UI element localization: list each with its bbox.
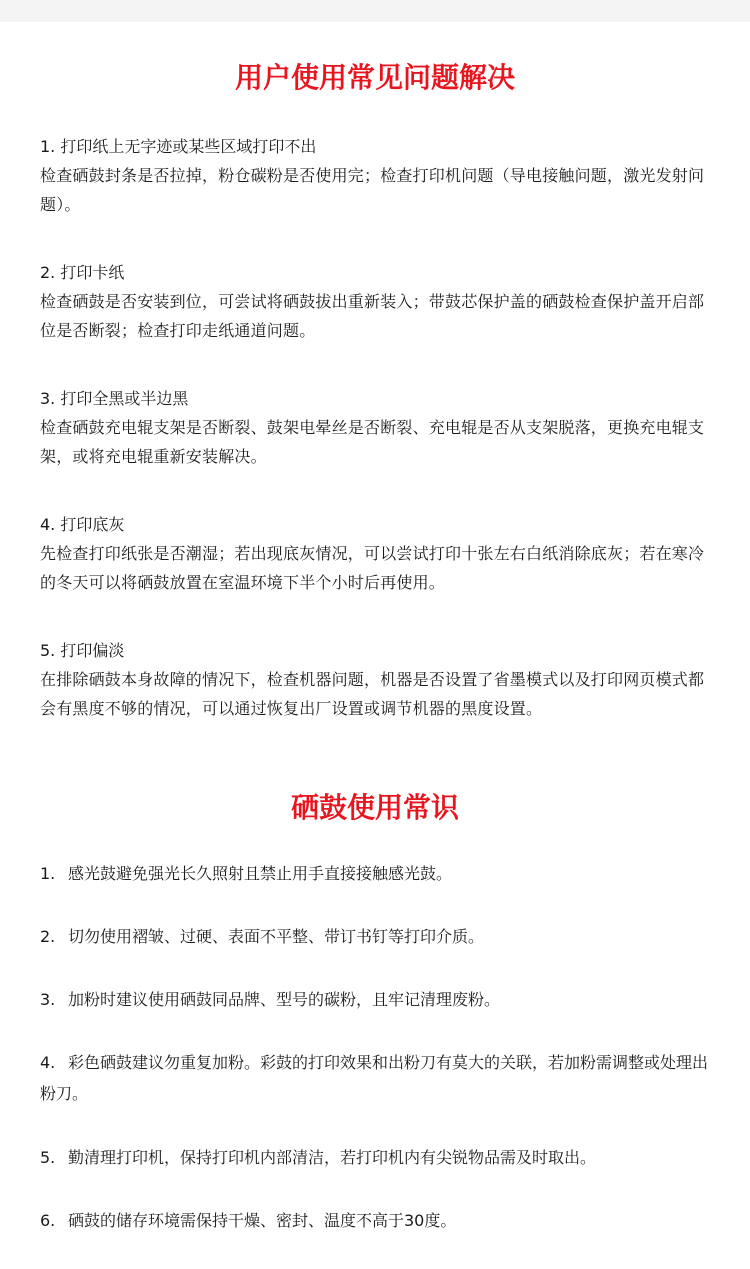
- tip-item-6: [40, 1205, 720, 1236]
- document-page: [0, 22, 750, 1269]
- tip-text: 彩色硒鼓建议勿重复加粉。彩鼓的打印效果和出粉刀有莫大的关联，若加粉需调整或处理出粉刀。: [40, 1053, 709, 1103]
- faq-item-2: [40, 258, 720, 345]
- faq-item-text: 检查硒鼓充电辊支架是否断裂、鼓架电晕丝是否断裂、充电辊是否从支架脱落，更换充电辊支架，或将充电辊重新安装解决。: [40, 418, 705, 466]
- faq-item-5: [40, 636, 720, 723]
- faq-item-4: [40, 510, 720, 597]
- faq-item-text: 在排除硒鼓本身故障的情况下，检查机器问题，机器是否设置了省墨模式以及打印网页模式都会有黑度不够的情况，可以通过恢复出厂设置或调节机器的黑度设置。: [40, 670, 705, 718]
- tip-number: 3.: [40, 990, 56, 1009]
- tip-item-5: [40, 1142, 720, 1173]
- tip-item-4: [40, 1047, 720, 1109]
- tip-text: 硒鼓的储存环境需保持干燥、密封、温度不高于30度。: [68, 1211, 457, 1230]
- faq-item-heading: 5. 打印偏淡: [40, 641, 125, 660]
- tip-item-1: [40, 858, 720, 889]
- tip-text: 加粉时建议使用硒鼓同品牌、型号的碳粉，且牢记清理废粉。: [68, 990, 501, 1009]
- faq-item-text: 检查硒鼓封条是否拉掉，粉仓碳粉是否使用完；检查打印机问题（导电接触问题，激光发射问题）。: [40, 166, 705, 214]
- faq-item-text: 先检查打印纸张是否潮湿；若出现底灰情况，可以尝试打印十张左右白纸消除底灰；若在寒冷的冬天可以将硒鼓放置在室温环境下半个小时后再使用。: [40, 544, 705, 592]
- tip-text: 感光鼓避免强光长久照射且禁止用手直接接触感光鼓。: [68, 864, 453, 883]
- tip-number: 4.: [40, 1053, 56, 1072]
- faq-section-title: 用户使用常见问题解决: [234, 61, 515, 94]
- tip-item-2: [40, 921, 720, 952]
- faq-item-heading: 4. 打印底灰: [40, 515, 125, 534]
- tip-number: 5.: [40, 1148, 56, 1167]
- tip-text: 勤清理打印机，保持打印机内部清洁，若打印机内有尖锐物品需及时取出。: [68, 1148, 597, 1167]
- tip-item-3: [40, 984, 720, 1015]
- faq-item-heading: 1. 打印纸上无字迹或某些区域打印不出: [40, 137, 317, 156]
- tip-text: 切勿使用褶皱、过硬、表面不平整、带订书钉等打印介质。: [68, 927, 485, 946]
- faq-item-heading: 3. 打印全黑或半边黑: [40, 389, 189, 408]
- faq-item-heading: 2. 打印卡纸: [40, 263, 125, 282]
- tip-number: 2.: [40, 927, 56, 946]
- tip-number: 6.: [40, 1211, 56, 1230]
- tips-section-title: 硒鼓使用常识: [290, 791, 459, 824]
- faq-item-1: [40, 132, 720, 219]
- tip-number: 1.: [40, 864, 56, 883]
- faq-item-text: 检查硒鼓是否安装到位，可尝试将硒鼓拔出重新装入；带鼓芯保护盖的硒鼓检查保护盖开启部位是否断裂；检查打印走纸通道问题。: [40, 292, 705, 340]
- top-strip: [0, 0, 750, 22]
- faq-item-3: [40, 384, 720, 471]
